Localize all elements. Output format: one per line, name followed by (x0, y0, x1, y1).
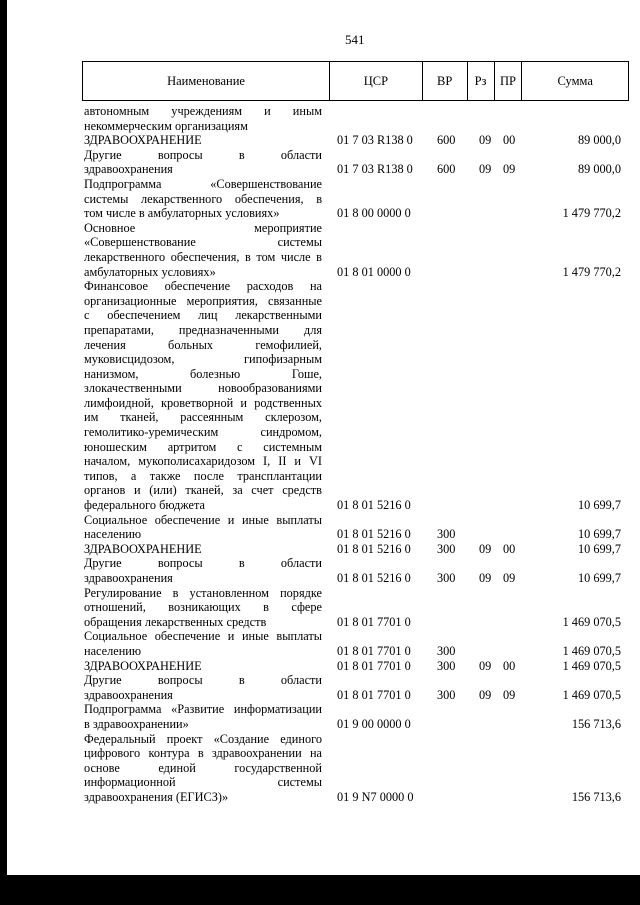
row-name-line: «Совершенствование системы (84, 235, 322, 250)
row-csr: 01 7 03 R138 0 (337, 162, 413, 177)
row-name-line: Другие вопросы в области (84, 556, 322, 571)
row-name-line: органов и (или) тканей, за счет средств (84, 483, 322, 498)
table-row (84, 659, 629, 674)
row-name-line: Другие вопросы в области (84, 673, 322, 688)
row-rz: 09 (479, 658, 492, 673)
header-csr: ЦСР (330, 62, 423, 100)
row-name-line: организационные мероприятия, связанные (84, 293, 322, 308)
row-csr: 01 7 03 R138 0 (337, 133, 413, 148)
row-sum: 1 479 770,2 (562, 264, 621, 279)
row-pr: 09 (503, 687, 516, 702)
row-sum: 156 713,6 (571, 716, 621, 731)
row-name (84, 702, 322, 731)
row-name-line: Подпрограмма «Совершенствование (84, 176, 322, 191)
row-sum: 89 000,0 (577, 133, 621, 148)
row-name-line: информационной системы (84, 775, 322, 790)
row-vr: 600 (437, 162, 456, 177)
row-csr: 01 8 00 0000 0 (337, 206, 411, 221)
row-name-line: началом, мукополисахаридозом I, II и VI (84, 454, 322, 469)
row-csr: 01 8 01 0000 0 (337, 264, 411, 279)
row-csr: 01 8 01 5216 0 (337, 571, 411, 585)
table-row (84, 513, 629, 542)
row-name-line: Финансовое обеспечение расходов на (84, 279, 322, 294)
row-vr: 300 (437, 658, 456, 673)
row-sum: 1 469 070,5 (562, 687, 621, 702)
row-name-line: Подпрограмма «Развитие информатизации (84, 702, 322, 717)
row-sum: 1 479 770,2 (562, 206, 621, 221)
row-name-line: Регулирование в установленном порядке (84, 585, 322, 600)
row-name (84, 556, 322, 585)
row-name (84, 659, 322, 674)
row-sum: 10 699,7 (577, 541, 621, 556)
row-name-line: ЗДРАВООХРАНЕНИЕ (84, 658, 202, 673)
row-rz: 09 (479, 571, 492, 585)
row-vr: 300 (437, 541, 456, 556)
row-name (84, 673, 322, 702)
table-row (84, 586, 629, 630)
row-name-line: отношений, возникающих в сфере (84, 600, 322, 615)
row-name-line: здравоохранения (84, 687, 173, 702)
row-csr: 01 8 01 5216 0 (337, 498, 411, 513)
row-name-line: лекарственного обеспечения, в том числе в (84, 249, 322, 264)
row-pr: 09 (503, 571, 516, 585)
row-name-line: населению (84, 643, 142, 658)
table-row (84, 629, 629, 658)
table-row (84, 542, 629, 557)
row-name-line: ЗДРАВООХРАНЕНИЕ (84, 541, 202, 556)
row-name-line: амбулаторных условиях» (84, 264, 216, 279)
row-sum: 10 699,7 (577, 498, 621, 513)
row-csr: 01 8 01 7701 0 (337, 643, 411, 658)
row-vr: 600 (437, 133, 456, 148)
row-name-line: системы лекарственного обеспечения, в (84, 191, 322, 206)
row-name (84, 221, 322, 279)
row-name-line: Основное мероприятие (84, 220, 322, 235)
table-header (82, 61, 629, 101)
row-name (84, 629, 322, 658)
scan-edge-bottom (0, 875, 640, 905)
row-name-line: здравоохранения (84, 571, 173, 585)
row-sum: 89 000,0 (577, 162, 621, 177)
row-vr: 300 (437, 687, 456, 702)
row-name-line: нанизмом, болезнью Гоше, (84, 366, 322, 381)
row-name-line: юношеским артритом с системным (84, 439, 322, 454)
row-name-line: Социальное обеспечение и иные выплаты (84, 629, 322, 644)
row-name (84, 279, 322, 513)
row-sum: 10 699,7 (577, 571, 621, 585)
table-row (84, 104, 629, 133)
row-pr: 00 (503, 133, 516, 148)
scan-edge-left (0, 0, 7, 905)
row-name-line: в здравоохранении» (84, 716, 189, 731)
header-sum: Сумма (557, 73, 593, 88)
row-name-line: гемолитико-уремическим синдромом, (84, 425, 322, 440)
row-name (84, 542, 322, 557)
row-name (84, 586, 322, 630)
row-vr: 300 (437, 571, 456, 585)
row-rz: 09 (479, 541, 492, 556)
table-row (84, 221, 629, 279)
page-number: 541 (345, 32, 365, 47)
table-row (84, 673, 629, 702)
row-csr: 01 9 00 0000 0 (337, 716, 411, 731)
row-csr: 01 9 N7 0000 0 (337, 789, 414, 804)
row-rz: 09 (479, 133, 492, 148)
row-name-line: Другие вопросы в области (84, 147, 322, 162)
row-csr: 01 8 01 7701 0 (337, 614, 411, 629)
row-csr: 01 8 01 7701 0 (337, 687, 411, 702)
row-name-line: ЗДРАВООХРАНЕНИЕ (84, 133, 202, 148)
row-name-line: некоммерческим организациям (84, 118, 248, 133)
row-name-line: лимфоидной, кроветворной и родственных (84, 395, 322, 410)
table-body (84, 104, 629, 805)
row-sum: 1 469 070,5 (562, 614, 621, 629)
table-row (84, 148, 629, 177)
table-row (84, 177, 629, 221)
header-vr: ВР (423, 62, 468, 100)
row-name-line: цифрового контура в здравоохранении на (84, 746, 322, 761)
row-csr: 01 8 01 7701 0 (337, 658, 411, 673)
header-rz: Рз (468, 62, 495, 100)
row-name-line: обращения лекарственных средств (84, 614, 267, 629)
table-row (84, 279, 629, 513)
row-name (84, 732, 322, 805)
row-vr: 300 (437, 643, 456, 658)
header-name: Наименование (83, 62, 330, 100)
row-vr: 300 (437, 527, 456, 542)
row-rz: 09 (479, 162, 492, 177)
row-pr: 09 (503, 162, 516, 177)
row-name-line: муковисцидозом, гипофизарным (84, 352, 322, 367)
table-row (84, 732, 629, 805)
header-pr: ПР (495, 62, 523, 100)
row-name-line: им тканей, рассеянным склерозом, (84, 410, 322, 425)
row-name-line: препаратами, предназначенными для (84, 322, 322, 337)
row-name-line: здравоохранения (84, 162, 173, 177)
row-name (84, 104, 322, 133)
row-name-line: Федеральный проект «Создание единого (84, 731, 322, 746)
row-name-line: том числе в амбулаторных условиях» (84, 206, 280, 221)
row-rz: 09 (479, 687, 492, 702)
table-row (84, 556, 629, 585)
row-name-line: типов, а также после трансплантации (84, 468, 322, 483)
row-name-line: автономным учреждениям и иным (84, 104, 322, 118)
row-name-line: лечения больных гемофилией, (84, 337, 322, 352)
row-name-line: федерального бюджета (84, 498, 205, 513)
row-name (84, 177, 322, 221)
row-name-line: злокачественными новообразованиями (84, 381, 322, 396)
row-name-line: основе единой государственной (84, 760, 322, 775)
row-name-line: здравоохранения (ЕГИСЗ)» (84, 789, 229, 804)
row-name (84, 148, 322, 177)
row-csr: 01 8 01 5216 0 (337, 541, 411, 556)
row-name-line: Социальное обеспечение и иные выплаты (84, 512, 322, 527)
row-name-line: населению (84, 527, 142, 542)
row-sum: 156 713,6 (571, 789, 621, 804)
table-row (84, 133, 629, 148)
row-pr: 00 (503, 541, 516, 556)
row-sum: 1 469 070,5 (562, 643, 621, 658)
row-csr: 01 8 01 5216 0 (337, 527, 411, 542)
row-name (84, 513, 322, 542)
row-pr: 00 (503, 658, 516, 673)
row-name-line: с обеспечением лиц лекарственными (84, 308, 322, 323)
table-row (84, 702, 629, 731)
row-sum: 1 469 070,5 (562, 658, 621, 673)
row-sum: 10 699,7 (577, 527, 621, 542)
row-name (84, 133, 322, 148)
